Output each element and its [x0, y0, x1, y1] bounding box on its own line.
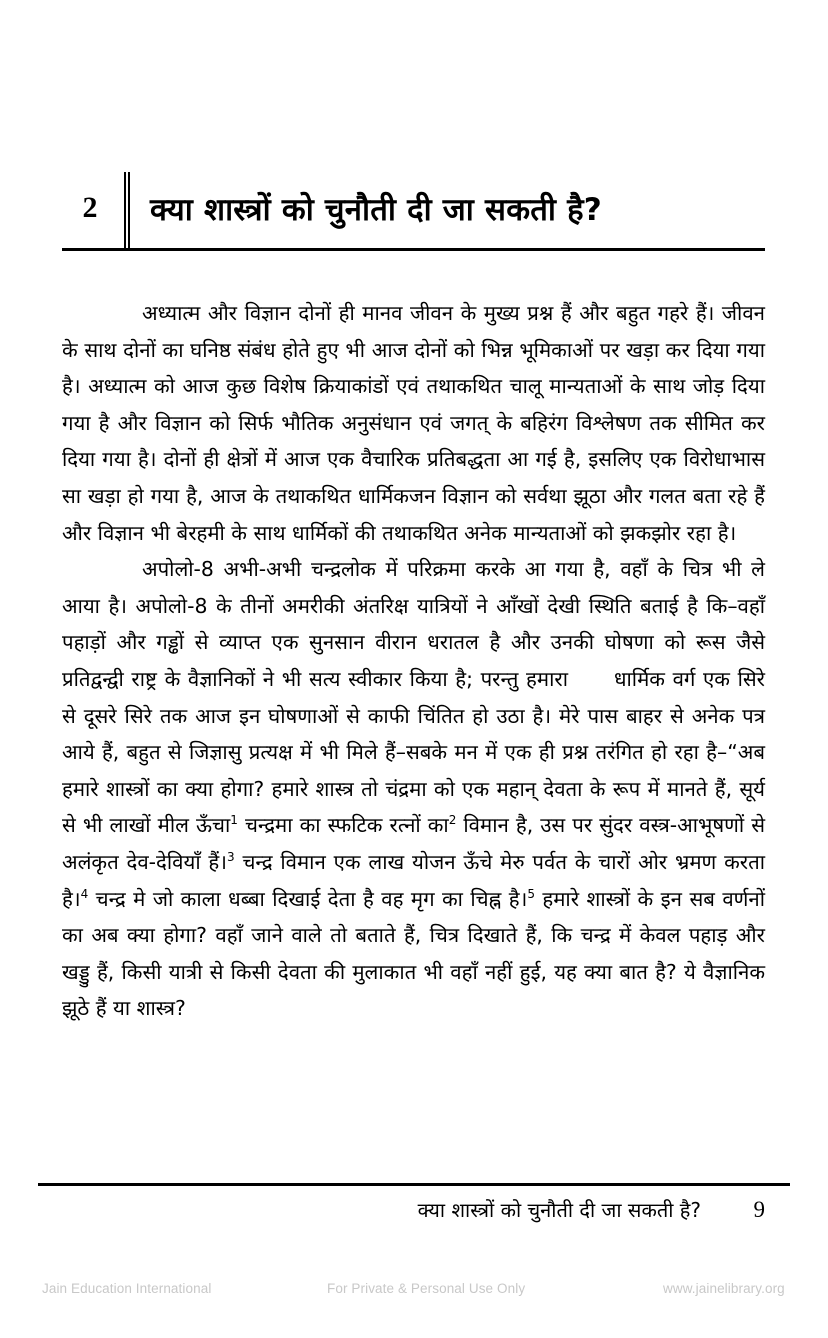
footnote-marker-1: 1	[230, 813, 238, 828]
paragraph-1	[62, 295, 765, 551]
paragraph-2-segment-6: चन्द्र मे जो काला धब्बा दिखाई देता है वह मृग का चिह्न है।	[88, 886, 528, 911]
page-number: 9	[753, 1197, 765, 1222]
footnote-marker-5: 5	[527, 886, 535, 901]
watermark-website: www.jainelibrary.org	[663, 1280, 785, 1296]
heading-underline	[62, 248, 765, 251]
double-rule-divider	[124, 172, 130, 248]
body-text	[62, 295, 765, 1027]
chapter-title: क्या शास्त्रों को चुनौती दी जा सकती है?	[150, 191, 602, 228]
chapter-number: 2	[82, 191, 98, 224]
paragraph-2-segment-3: चन्द्रमा का स्फटिक रत्नों का	[237, 813, 449, 838]
watermark-usage-notice: For Private & Personal Use Only	[327, 1280, 526, 1296]
footnote-marker-3: 3	[226, 850, 235, 865]
watermark-organization: Jain Education International	[42, 1280, 212, 1296]
footnote-marker-4: 4	[80, 886, 89, 901]
paragraph-2-segment-1: अपोलो-8 अभी-अभी चन्द्रलोक में परिक्रमा करके आ गया है, वहाँ के चित्र भी ले आया है। अपोलो-8 के तीनों अमरीकी अंतरिक्ष यात्रियों ने आँखों देखी स्थिति बताई है कि–वहाँ पहाड़ों और गड्ढों से व्याप्त एक सुनसान वीरान धरातल है और उनकी घोषणा को रूस जैसे प्रतिद्वन्द्वी राष्ट्र के वैज्ञानिकों ने भी सत्य स्वीकार किया है; परन्तु हमारा	[62, 557, 765, 691]
paragraph-2-segment-7: हमारे शास्त्रों के इन सब वर्णनों का अब क्या होगा? वहाँ जाने वाले तो बताते हैं, चित्र दिखाते हैं, कि चन्द्र में केवल पहाड़ और खड्डु हैं, किसी यात्री से किसी देवता की मुलाकात भी वहाँ नहीं हुई, यह क्या बात है? ये वैज्ञानिक झूठे हैं या शास्त्र?	[62, 886, 766, 1021]
footer-rule	[38, 1183, 790, 1186]
paragraph-2-segment-2: धार्मिक वर्ग एक सिरे से दूसरे सिरे तक आज इन घोषणाओं से काफी चिंतित हो उठा है। मेरे पास बाहर से अनेक पत्र आये हैं, बहुत से जिज्ञासु प्रत्यक्ष में भी मिले हैं–सबके मन में एक ही प्रश्न तरंगित हो रहा है–“अब हमारे शास्त्रों का क्या होगा? हमारे शास्त्र तो चंद्रमा को एक महान् देवता के रूप में मानते हैं, सूर्य से भी लाखों मील ऊँचा	[62, 666, 766, 838]
paragraph-2	[62, 551, 765, 1027]
paragraph-1-text: अध्यात्म और विज्ञान दोनों ही मानव जीवन के मुख्य प्रश्न हैं और बहुत गहरे हैं। जीवन के साथ दोनों का घनिष्ठ संबंध होते हुए भी आज दोनों को भिन्न भूमिकाओं पर खड़ा कर दिया गया है। अध्यात्म को आज कुछ विशेष क्रियाकांडों एवं तथाकथित चालू मान्यताओं के साथ जोड़ दिया गया है और विज्ञान को सिर्फ भौतिक अनुसंधान एवं जगत् के बहिरंग विश्लेषण तक सीमित कर दिया गया है। दोनों ही क्षेत्रों में आज एक वैचारिक प्रतिबद्धता आ गई है, इसलिए एक विरोधाभास सा खड़ा हो गया है, आज के तथाकथित धार्मिकजन विज्ञान को सर्वथा झूठा और गलत बता रहे हैं और विज्ञान भी बेरहमी के साथ धार्मिकों की तथाकथित अनेक मान्यताओं को झकझोर रहा है।	[62, 301, 765, 545]
chapter-heading	[62, 172, 765, 248]
paragraph-2-segment-5: चन्द्र विमान एक लाख योजन ऊँचे मेरु पर्वत के चारों ओर भ्रमण करता है।	[62, 849, 765, 911]
footer-running-title: क्या शास्त्रों को चुनौती दी जा सकती है?	[417, 1198, 701, 1222]
footnote-marker-2: 2	[448, 813, 457, 828]
page-footer	[62, 1196, 765, 1223]
paragraph-2-segment-4: विमान है, उस पर सुंदर वस्त्र-आभूषणों से अलंकृत देव-देवियाँ हैं।	[62, 813, 765, 874]
